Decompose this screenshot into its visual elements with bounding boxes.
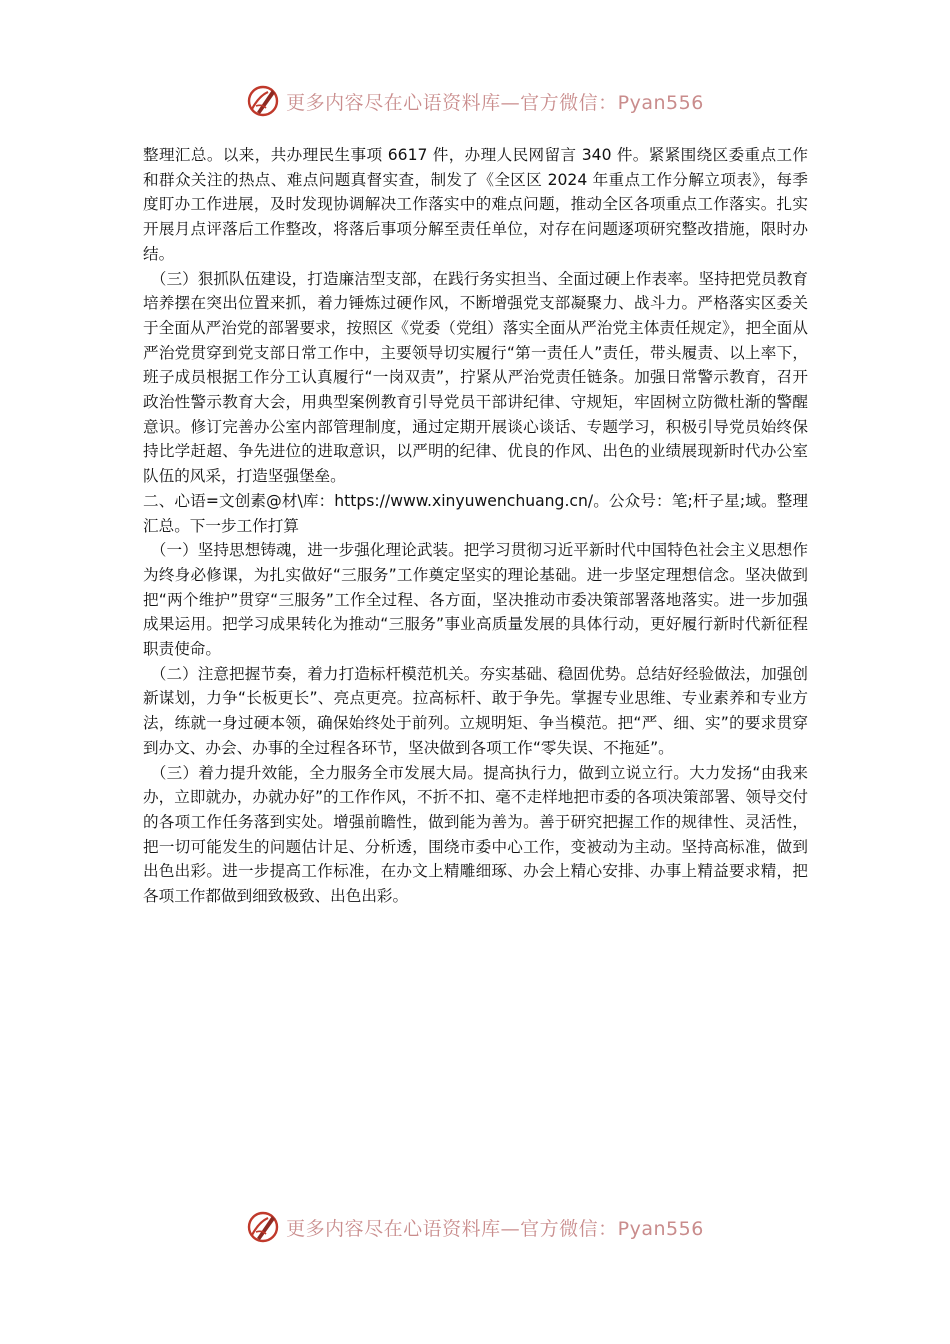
paragraph: 整理汇总。以来，共办理民生事项 6617 件，办理人民网留言 340 件。紧紧围绕区委重点工作和群众关注的热点、难点问题真督实查，制发了《全区区 2024 年重点工作分解立项表》，每季度盯办工作进展，及时发现协调解决工作落实中的难点问题，推动全区各项重点工作落实。扎实开展月点评落后工作整改，将落后事项分解至责任单位，对存在问题逐项研究整改措施，限时办结。 [143, 146, 808, 263]
document-body [143, 143, 808, 909]
watermark-text: 更多内容尽在心语资料库—官方微信：Pyan556 [286, 91, 704, 114]
pen-logo-icon [246, 1210, 280, 1244]
footer-watermark [0, 1210, 950, 1244]
header-watermark [0, 84, 950, 118]
paragraph: （一）坚持思想铸魂，进一步强化理论武装。把学习贯彻习近平新时代中国特色社会主义思想作为终身必修课，为扎实做好“三服务”工作奠定坚实的理论基础。进一步坚定理想信念。坚决做到把“两个维护”贯穿“三服务”工作全过程、各方面，坚决推动市委决策部署落地落实。进一步加强成果运用。把学习成果转化为推动“三服务”事业高质量发展的具体行动，更好履行新时代新征程职责使命。 [143, 541, 808, 659]
paragraph: （三）狠抓队伍建设，打造廉洁型支部，在践行务实担当、全面过硬上作表率。坚持把党员教育培养摆在突出位置来抓，着力锤炼过硬作风，不断增强党支部凝聚力、战斗力。严格落实区委关于全面从严治党的部署要求，按照区《党委（党组）落实全面从严治党主体责任规定》，把全面从严治党贯穿到党支部日常工作中，主要领导切实履行“第一责任人”责任，带头履责、以上率下，班子成员根据工作分工认真履行“一岗双责”，拧紧从严治党责任链条。加强日常警示教育，召开政治性警示教育大会，用典型案例教育引导党员干部讲纪律、守规矩，牢固树立防微杜渐的警醒意识。修订完善办公室内部管理制度，通过定期开展谈心谈话、专题学习，积极引导党员始终保持比学赶超、争先进位的进取意识，以严明的纪律、优良的作风、出色的业绩展现新时代办公室队伍的风采，打造坚强堡垒。 [143, 269, 808, 486]
watermark-text: 更多内容尽在心语资料库—官方微信：Pyan556 [286, 1217, 704, 1240]
pen-logo-icon [246, 84, 280, 118]
paragraph: （三）着力提升效能，全力服务全市发展大局。提高执行力，做到立说立行。大力发扬“由我来办，立即就办，办就办好”的工作作风，不折不扣、毫不走样地把市委的各项决策部署、领导交付的各项工作任务落到实处。增强前瞻性，做到能为善为。善于研究把握工作的规律性、灵活性，把一切可能发生的问题估计足、分析透，围绕市委中心工作，变被动为主动。坚持高标准，做到出色出彩。进一步提高工作标准，在办文上精雕细琢、办会上精心安排、办事上精益要求精，把各项工作都做到细致极致、出色出彩。 [143, 763, 808, 906]
paragraph: （二）注意把握节奏，着力打造标杆模范机关。夯实基础、稳固优势。总结好经验做法，加强创新谋划，力争“长板更长”、亮点更亮。拉高标杆、敢于争先。掌握专业思维、专业素养和专业方法，练就一身过硬本领，确保始终处于前列。立规明矩、争当模范。把“严、细、实”的要求贯穿到办文、办会、办事的全过程各环节，坚决做到各项工作“零失误、不拖延”。 [143, 664, 808, 757]
section-heading: 二、心语=文创素@材\库：https://www.xinyuwenchuang.cn/。公众号：笔;杆子星;域。整理汇总。下一步工作打算 [143, 491, 808, 535]
